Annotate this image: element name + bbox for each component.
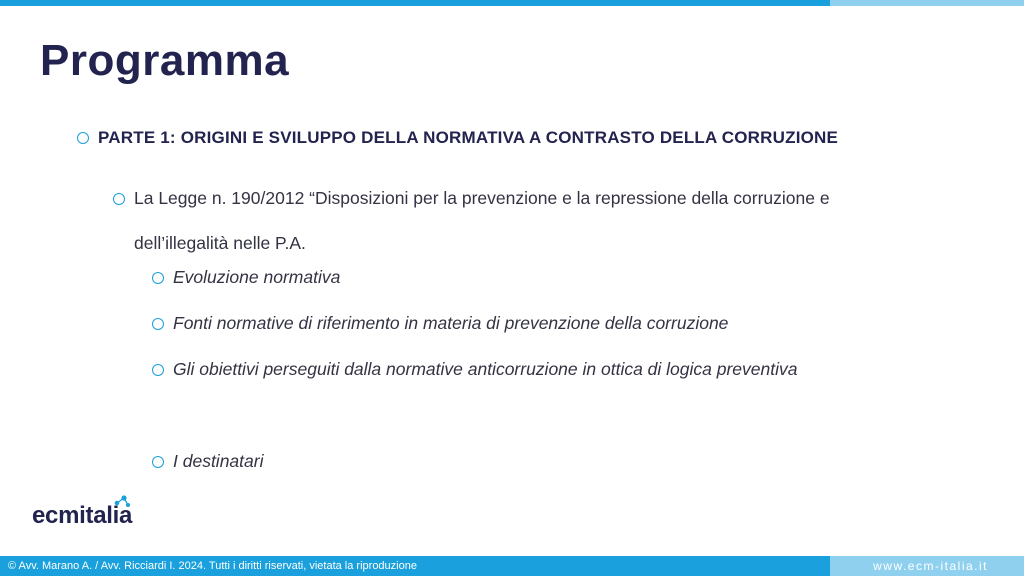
logo-text: ecmitalia <box>32 502 133 529</box>
top-bar-secondary <box>830 0 1024 6</box>
bullet-circle-icon <box>113 193 125 205</box>
subitem-text: Fonti normative di riferimento in materia di prevenzione della corruzione <box>173 313 729 333</box>
outline-subitem <box>152 301 932 346</box>
law-text: La Legge n. 190/2012 “Disposizioni per la prevenzione e la repressione della corruzione e dell’illegalità nelle P.A. <box>134 188 830 253</box>
top-bar-primary <box>0 0 830 6</box>
subitem-text: Evoluzione normativa <box>173 267 341 287</box>
outline-subitem <box>152 255 932 300</box>
subitem-text: Gli obiettivi perseguiti dalla normative anticorruzione in ottica di logica preventiva <box>173 359 798 379</box>
bullet-circle-icon <box>152 456 164 468</box>
outline-subitem <box>152 347 912 392</box>
footer-copyright: © Avv. Marano A. / Avv. Ricciardi I. 2024. Tutti i diritti riservati, vietata la riproduzione <box>0 556 830 576</box>
bullet-circle-icon <box>152 272 164 284</box>
part1-text: PARTE 1: ORIGINI E SVILUPPO DELLA NORMATIVA A CONTRASTO DELLA CORRUZIONE <box>98 128 839 147</box>
footer-website-link[interactable]: www.ecm-italia.it <box>830 556 1024 576</box>
bullet-circle-icon <box>152 318 164 330</box>
outline-part1 <box>77 128 838 148</box>
slide-title: Programma <box>40 36 290 85</box>
outline-law <box>113 176 913 266</box>
footer-bar <box>0 556 1024 576</box>
bullet-circle-icon <box>77 132 89 144</box>
outline-subitem <box>152 439 932 484</box>
top-accent-bar <box>0 0 1024 6</box>
bullet-circle-icon <box>152 364 164 376</box>
ecmitalia-logo <box>32 494 172 530</box>
subitem-text: I destinatari <box>173 451 264 471</box>
